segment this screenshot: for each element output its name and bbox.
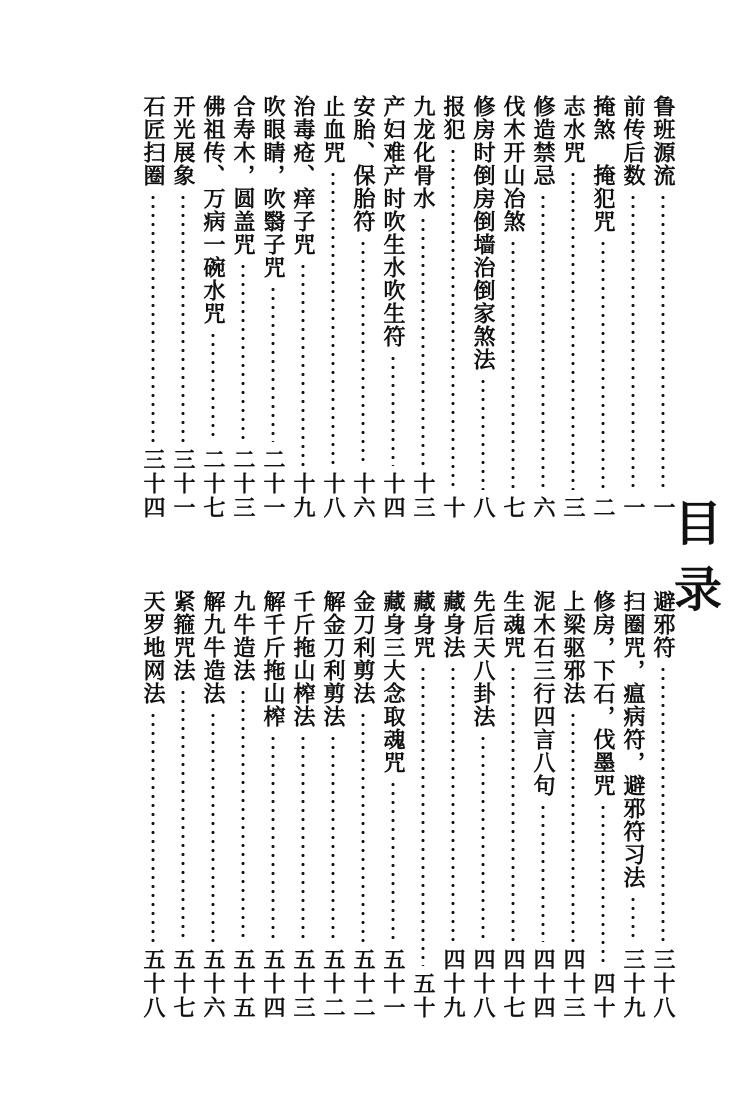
toc-entry[interactable] — [168, 95, 198, 520]
toc-entry-title: 扫圈咒，瘟病符，避邪符习法 — [620, 590, 646, 889]
toc-entry-title: 藏身法 — [440, 590, 466, 659]
toc-entry-title: 开光展象 — [170, 95, 196, 187]
toc-entry-title: 先后天八卦法 — [470, 590, 496, 728]
toc-leader-dots — [601, 239, 605, 490]
toc-entry[interactable] — [528, 95, 558, 520]
toc-leader-dots — [331, 734, 335, 942]
toc-entry-title: 藏身三大念取魂咒 — [380, 590, 406, 774]
toc-leader-dots — [481, 377, 485, 490]
toc-entry-title: 修造禁忌 — [530, 95, 556, 187]
toc-leader-dots — [151, 193, 155, 442]
toc-leader-dots — [571, 170, 575, 490]
toc-entry-page: 三 — [560, 496, 586, 520]
toc-leader-dots — [211, 711, 215, 942]
toc-entry-page: 十三 — [410, 472, 436, 520]
toc-leader-dots — [361, 711, 365, 942]
toc-entry[interactable] — [408, 590, 438, 1020]
toc-leader-dots — [451, 147, 455, 490]
toc-entry-page: 五十五 — [230, 948, 256, 1020]
toc-entry-title: 报犯 — [440, 95, 466, 141]
toc-entry-page: 五十二 — [350, 948, 376, 1020]
toc-entry-page: 十八 — [320, 472, 346, 520]
toc-entry-title: 治毒疮、痒子咒 — [290, 95, 316, 256]
toc-entry-title: 修房，下石，伐墨咒 — [590, 590, 616, 797]
toc-entry[interactable] — [348, 590, 378, 1020]
toc-entry-page: 八 — [470, 496, 496, 520]
toc-entry-title: 千斤拖山榨法 — [290, 590, 316, 728]
toc-entry[interactable] — [138, 95, 168, 520]
toc-entry-page: 四十三 — [560, 948, 586, 1020]
toc-leader-dots — [421, 665, 425, 966]
toc-entry-title: 志水咒 — [560, 95, 586, 164]
toc-entry-page: 三十八 — [650, 948, 676, 1020]
toc-entry-page: 四十四 — [530, 948, 556, 1020]
toc-entry[interactable] — [618, 95, 648, 520]
toc-entry-page: 五十三 — [290, 948, 316, 1020]
toc-entry-title: 藏身咒 — [410, 590, 436, 659]
page-title-char-2: 录 — [673, 562, 722, 618]
toc-leader-dots — [271, 285, 275, 442]
toc-entry-title: 掩煞 掩犯咒 — [590, 95, 616, 233]
toc-entry[interactable] — [168, 590, 198, 1020]
toc-entry[interactable] — [588, 590, 618, 1020]
toc-entry[interactable] — [438, 95, 468, 520]
toc-entry[interactable] — [468, 590, 498, 1020]
toc-entry-page: 四十九 — [440, 948, 466, 1020]
toc-leader-dots — [541, 193, 545, 490]
toc-entry-title: 合寿木，圆盖咒 — [230, 95, 256, 256]
toc-entry-page: 三十九 — [620, 948, 646, 1020]
toc-entry-page: 十四 — [380, 472, 406, 520]
toc-leader-dots — [451, 665, 455, 942]
toc-entry-page: 二十三 — [230, 448, 256, 520]
toc-entry[interactable] — [498, 95, 528, 520]
toc-leader-dots — [211, 331, 215, 442]
toc-entry[interactable] — [258, 590, 288, 1020]
toc-leader-dots — [661, 665, 665, 942]
toc-entry[interactable] — [138, 590, 168, 1020]
toc-entry-page: 五十 — [410, 972, 436, 1020]
toc-entry-page: 三十四 — [140, 448, 166, 520]
toc-leader-dots — [271, 734, 275, 942]
toc-entry-page: 二十一 — [260, 448, 286, 520]
toc-leader-dots — [241, 262, 245, 442]
toc-entry-page: 四十 — [590, 972, 616, 1020]
toc-leader-dots — [421, 216, 425, 466]
toc-entry-title: 紧箍咒法 — [170, 590, 196, 682]
toc-entry-page: 三十一 — [170, 448, 196, 520]
toc-entry-page: 二 — [590, 496, 616, 520]
toc-entry-title: 避邪符 — [650, 590, 676, 659]
toc-entry[interactable] — [378, 590, 408, 1020]
toc-entry[interactable] — [648, 95, 678, 520]
toc-entry-title: 解金刀利剪法 — [320, 590, 346, 728]
toc-entry[interactable] — [198, 95, 228, 520]
toc-entry-page: 五十七 — [170, 948, 196, 1020]
toc-entry-title: 伐木开山冶煞 — [500, 95, 526, 233]
toc-leader-dots — [391, 354, 395, 466]
toc-entry-title: 金刀利剪法 — [350, 590, 376, 705]
toc-leader-dots — [511, 239, 515, 490]
toc-entry-title: 解千斤拖山榨 — [260, 590, 286, 728]
toc-entry-page: 十九 — [290, 472, 316, 520]
toc-entry-page: 五十八 — [140, 948, 166, 1020]
toc-leader-dots — [481, 734, 485, 942]
toc-entry-title: 泥木石三行四言八句 — [530, 590, 556, 797]
toc-leader-dots — [631, 895, 635, 942]
toc-leader-dots — [601, 803, 605, 966]
toc-entry-title: 产妇难产时吹生水吹生符 — [380, 95, 406, 348]
toc-entry-page: 七 — [500, 496, 526, 520]
toc-entry[interactable] — [408, 95, 438, 520]
toc-leader-dots — [361, 239, 365, 466]
toc-entry[interactable] — [438, 590, 468, 1020]
toc-leader-dots — [181, 688, 185, 942]
toc-entry[interactable] — [198, 590, 228, 1020]
toc-entry-title: 止血咒 — [320, 95, 346, 164]
toc-entry-page: 十六 — [350, 472, 376, 520]
toc-leader-dots — [631, 193, 635, 490]
toc-leader-dots — [571, 711, 575, 942]
toc-entry[interactable] — [288, 95, 318, 520]
toc-entry[interactable] — [588, 95, 618, 520]
toc-leader-dots — [151, 711, 155, 942]
toc-leader-dots — [541, 803, 545, 942]
toc-entry[interactable] — [618, 590, 648, 1020]
toc-entry-title: 佛祖传、万病一碗水咒 — [200, 95, 226, 325]
page-title-char-1: 目 — [673, 496, 722, 552]
toc-entry-title: 石匠扫圈 — [140, 95, 166, 187]
toc-leader-dots — [241, 688, 245, 942]
toc-entry-title: 生魂咒 — [500, 590, 526, 659]
toc-entry[interactable] — [318, 590, 348, 1020]
toc-entry[interactable] — [288, 590, 318, 1020]
toc-entry-page: 六 — [530, 496, 556, 520]
toc-entry-page: 五十一 — [380, 948, 406, 1020]
toc-entry[interactable] — [558, 590, 588, 1020]
toc-entry-title: 吹眼睛，吹翳子咒 — [260, 95, 286, 279]
toc-entry-title: 修房时倒房倒墙治倒家煞法 — [470, 95, 496, 371]
toc-leader-dots — [181, 193, 185, 442]
toc-entry[interactable] — [558, 95, 588, 520]
toc-entry[interactable] — [228, 590, 258, 1020]
toc-leader-dots — [331, 170, 335, 466]
toc-entry[interactable] — [528, 590, 558, 1020]
toc-entry-title: 天罗地网法 — [140, 590, 166, 705]
toc-entry[interactable] — [498, 590, 528, 1020]
toc-entry-page: 一 — [620, 496, 646, 520]
toc-leader-dots — [301, 734, 305, 942]
toc-entry-page: 五十六 — [200, 948, 226, 1020]
toc-entry[interactable] — [378, 95, 408, 520]
toc-leader-dots — [391, 780, 395, 942]
toc-entry-title: 上梁驱邪法 — [560, 590, 586, 705]
toc-entry-page: 四十七 — [500, 948, 526, 1020]
toc-entry-title: 九龙化骨水 — [410, 95, 436, 210]
toc-entry-page: 一 — [650, 496, 676, 520]
toc-entry[interactable] — [348, 95, 378, 520]
toc-entry-page: 二十七 — [200, 448, 226, 520]
toc-entry-page: 四十八 — [470, 948, 496, 1020]
toc-leader-dots — [301, 262, 305, 466]
toc-entry-title: 九牛造法 — [230, 590, 256, 682]
toc-leader-dots — [511, 665, 515, 942]
toc-entry-title: 鲁班源流 — [650, 95, 676, 187]
toc-entry[interactable] — [258, 95, 288, 520]
toc-entry-title: 前传后数 — [620, 95, 646, 187]
toc-entry-page: 五十四 — [260, 948, 286, 1020]
toc-entry-page: 十 — [440, 496, 466, 520]
toc-entry-page: 五十二 — [320, 948, 346, 1020]
toc-entry[interactable] — [468, 95, 498, 520]
toc-entry-title: 解九牛造法 — [200, 590, 226, 705]
toc-entry[interactable] — [648, 590, 678, 1020]
toc-entry[interactable] — [228, 95, 258, 520]
toc-entry-title: 安胎、保胎符 — [350, 95, 376, 233]
toc-entry[interactable] — [318, 95, 348, 520]
toc-leader-dots — [661, 193, 665, 490]
